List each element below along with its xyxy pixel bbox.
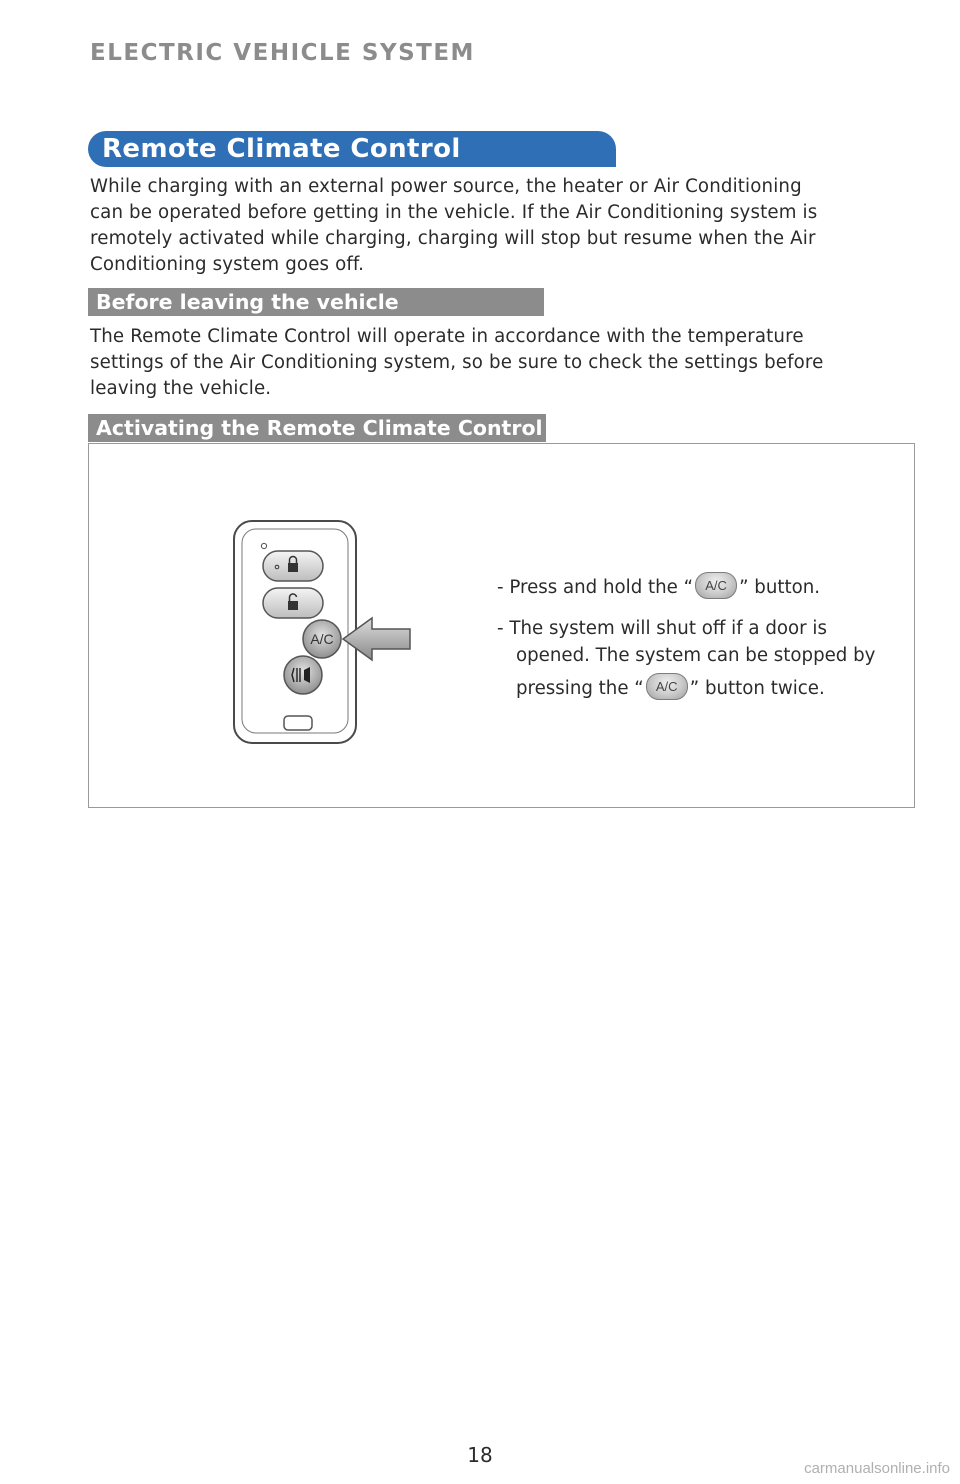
activating-title: Activating the Remote Climate Control [96,416,543,440]
step2-line-1: - The system will shut off if a door is [497,618,827,639]
page-number: 18 [467,1443,493,1467]
step2-line3-after: ” button twice. [689,678,825,699]
intro-line: can be operated before getting in the vehicle. If the Air Conditioning system is [90,202,818,223]
step1-text-after: ” button. [739,577,821,598]
key-fob-illustration [226,515,416,755]
intro-line: remotely activated while charging, charging will stop but resume when the Air [90,228,816,249]
watermark: carmanualsonline.info [804,1460,950,1477]
step2-line-2: opened. The system can be stopped by [516,645,876,666]
before-leaving-line: settings of the Air Conditioning system, so be sure to check the settings before [90,352,824,373]
before-leaving-paragraph [90,324,824,402]
step2-line3-before: pressing the “ [516,678,644,699]
before-leaving-line: leaving the vehicle. [90,378,272,399]
ac-inline-icon: A/C [646,673,688,700]
section-banner [88,131,616,167]
section-title: Remote Climate Control [102,134,461,164]
chapter-title: ELECTRIC VEHICLE SYSTEM [90,40,475,66]
activating-banner [88,414,546,442]
before-leaving-banner [88,288,544,316]
ac-button [303,620,341,658]
lock-button [263,551,323,581]
key-tab [284,716,312,730]
intro-line: While charging with an external power source, the heater or Air Conditioning [90,176,802,197]
before-leaving-title: Before leaving the vehicle [96,290,399,314]
step1-text-before: - Press and hold the “ [497,577,694,598]
intro-line: Conditioning system goes off. [90,254,365,275]
ac-inline-icon: A/C [695,572,737,599]
step2-line-3 [497,675,825,702]
instruction-step-2 [497,615,875,702]
intro-paragraph [90,174,817,278]
instruction-step-1 [497,574,820,601]
unlock-button [263,588,323,618]
ac-button-label: A/C [310,631,334,647]
panic-button [284,656,322,694]
before-leaving-line: The Remote Climate Control will operate in accordance with the temperature [90,326,804,347]
